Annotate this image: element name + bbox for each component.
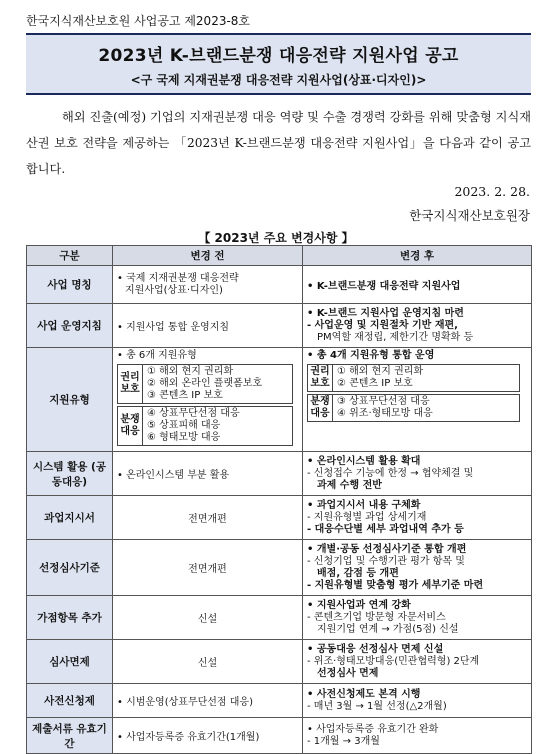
after-line: • 온라인시스템 활용 확대 [307,455,421,467]
intro-paragraph: 해외 진출(예정) 기업의 지재권분쟁 대응 역량 및 수출 경쟁력 강화를 위해 맞춤형 지식재산권 보호 전략을 제공하는 「2023년 K-브랜드분쟁 대응전략 지원사업」을 다음과 같이 공고합니다. [26,110,531,176]
after-line: • 개별·공동 선정심사기준 통합 개편 [307,543,467,555]
table-row [27,718,532,754]
table-row [27,596,532,640]
organization-name: 한국지식재산보호원장 [409,208,530,223]
type-item: ① 해외 현지 권리화 [147,366,234,377]
row-category: 사전신청제 [27,684,113,718]
type-item: ③ 콘텐츠 IP 보호 [147,390,223,401]
changes-table [26,245,532,754]
row-after [303,348,532,452]
header-before: 변경 전 [113,246,303,266]
after-line: • 공동대응 선정심사 면제 신설 [307,643,444,655]
before-line: 지원사업(상표·디자인) [125,284,223,296]
row-category: 사업 명칭 [27,266,113,304]
row-category: 선정심사기준 [27,540,113,596]
row-category: 심사면제 [27,640,113,684]
row-category: 사업 운영지침 [27,304,113,348]
row-after [303,640,532,684]
table-header-row [27,246,532,266]
after-line: 지원기업 연계 → 가점(5점) 신설 [317,623,459,635]
row-category: 시스템 활용 (공동대응) [27,452,113,496]
type-item: ⑥ 형태모방 대응 [147,432,221,443]
page-subtitle: <구 국제 지재권분쟁 대응전략 지원사업(상표·디자인)> [130,73,427,87]
page-title: 2023년 K-브랜드분쟁 대응전략 지원사업 공고 [98,46,459,66]
row-before: • 사업자등록증 유효기간(1개월) [113,718,303,754]
after-line: - 사업운영 및 지원절차 기반 재편, [307,319,458,331]
table-row [27,304,532,348]
after-line: PM역할 재정립, 제한기간 명확화 등 [317,331,474,343]
header-category: 구분 [27,246,113,266]
table-row [27,266,532,304]
row-category: 제출서류 유효기간 [27,718,113,754]
after-line: • 사업자등록증 유효기간 완화 [307,723,439,735]
after-line: • 사전신청제도 본격 시행 [307,688,421,700]
row-after [303,452,532,496]
group-label: 권리보호 [308,365,333,391]
after-line: • 총 4개 지원유형 통합 운영 [307,350,435,361]
row-category: 가점항목 추가 [27,596,113,640]
type-item: ① 해외 현지 권리화 [337,366,424,377]
table-row [27,452,532,496]
row-after [303,496,532,540]
before-line: • 국제 지재권분쟁 대응전략 [117,272,239,284]
after-line: 선정심사 면제 [317,667,379,679]
row-after [303,684,532,718]
row-after [303,596,532,640]
type-item: ③ 상표무단선점 대응 [337,396,430,407]
type-item: ② 콘텐츠 IP 보호 [337,378,413,389]
group-label: 분쟁대응 [118,407,143,445]
row-before: 전면개편 [113,496,303,540]
row-before [113,348,303,452]
announcement-date: 2023. 2. 28. [454,184,530,199]
after-line: 과제 수행 전반 [317,479,382,491]
before-rights-group [117,364,293,404]
before-dispute-group [117,406,293,446]
after-line: - 지원유형별 맞춤형 평가 세부기준 마련 [307,579,484,591]
table-row [27,540,532,596]
after-line: • 과업지시서 내용 구체화 [307,499,421,511]
after-line: - 신청기업 및 수행기관 평가 항목 및 [307,555,465,567]
group-label: 분쟁대응 [308,395,333,421]
after-line: - 대응수단별 세부 과업내역 추가 등 [307,523,464,535]
type-item: ⑤ 상표피해 대응 [147,420,221,431]
after-dispute-group [307,394,520,422]
row-after [303,304,532,348]
row-before [113,266,303,304]
row-before: 신설 [113,596,303,640]
row-before: 전면개편 [113,540,303,596]
after-line: - 지원유형별 과업 상세기재 [307,511,427,523]
type-item: ② 해외 온라인 플랫폼보호 [147,378,263,389]
changes-title: 【 2023년 주요 변경사항 】 [198,231,354,245]
before-line: • 총 6개 지원유형 [117,350,197,361]
table-row [27,348,532,452]
notice-number: 한국지식재산보호원 사업공고 제2023-8호 [26,14,251,28]
after-rights-group [307,364,520,392]
after-line: - 위조·형태모방대응(민관협력형) 2단계 [307,655,480,667]
after-line: • K-브랜드 지원사업 운영지침 마련 [307,307,464,319]
after-line: - 콘텐츠기업 방문형 자문서비스 [307,611,446,623]
row-before: 신설 [113,640,303,684]
row-after [303,540,532,596]
after-line: - 매년 3월 → 1월 선정(△2개월) [307,700,447,712]
group-label: 권리보호 [118,365,143,403]
table-row [27,496,532,540]
row-after [303,718,532,754]
after-line: - 1개월 → 3개월 [307,735,380,747]
row-before: • 온라인시스템 부분 활용 [113,452,303,496]
title-box [26,33,531,95]
type-item: ④ 위조·형태모방 대응 [337,408,433,419]
row-category: 과업지시서 [27,496,113,540]
header-after: 변경 후 [303,246,532,266]
type-item: ④ 상표무단선점 대응 [147,408,240,419]
row-before: • 지원사업 통합 운영지침 [113,304,303,348]
row-before: • 시범운영(상표무단선점 대응) [113,684,303,718]
row-after: • K-브랜드분쟁 대응전략 지원사업 [303,266,532,304]
table-row [27,640,532,684]
after-line: - 신청접수 기능에 한정 → 협약체결 및 [307,467,474,479]
after-line: • 지원사업과 연계 강화 [307,599,411,611]
after-line: 배점, 감점 등 개편 [317,567,399,579]
row-category: 지원유형 [27,348,113,452]
table-row [27,684,532,718]
